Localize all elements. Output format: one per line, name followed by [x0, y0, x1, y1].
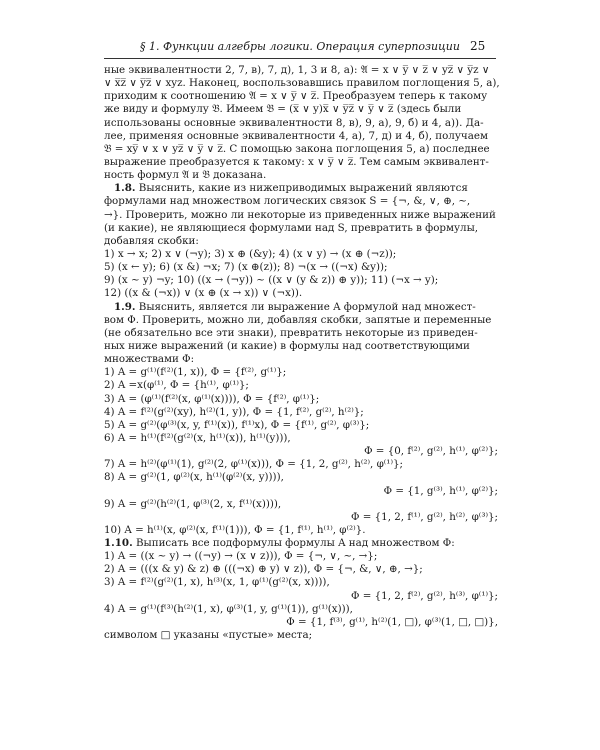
text-line: 10) A = h⁽¹⁾(x, φ⁽²⁾(x, f⁽¹⁾(1))), Φ = {1, f⁽¹⁾, h⁽¹⁾, φ⁽²⁾}.	[104, 523, 366, 536]
text-line: 5) (x ← y); 6) (x &) ¬x; 7) (x ⊕(z)); 8) ¬(x → ((¬x) &y));	[104, 261, 388, 274]
text-line: же виду и формулу 𝔅. Имеем 𝔅 = (x̅ ∨ y)x̅ ∨ y̅z̅ ∨ y̅ ∨ z̅ (здесь были	[104, 103, 462, 116]
page-number: 25	[470, 39, 486, 53]
text-line: использованы основные эквивалентности 8, в), 9, а), 9, б) и 4, а)). Да-	[104, 116, 484, 129]
text-line: добавляя скобки:	[104, 234, 199, 247]
text-line: формулами над множеством логических связок S = {¬, &, ∨, ⊕, ∼,	[104, 195, 471, 208]
text-line: 3) A = (φ⁽¹⁾(f⁽²⁾(x, φ⁽¹⁾(x)))), Φ = {f⁽²⁾, φ⁽¹⁾};	[104, 392, 320, 405]
text-line: 9) A = g⁽²⁾(h⁽²⁾(1, φ⁽³⁾(2, x, f⁽¹⁾(x)))),	[104, 497, 282, 510]
text-line: 1) x → x; 2) x ∨ (¬y); 3) x ⊕ (&y); 4) (x ∨ y) → (x ⊕ (¬z));	[104, 247, 397, 260]
exercise-number: 1.9.	[114, 300, 136, 313]
text-line: ных ниже выражений (и какие) в формулы над соответствующими	[104, 339, 470, 352]
text-line: →}. Проверить, можно ли некоторые из приведенных ниже выражений	[104, 208, 496, 221]
exercise-number: 1.8.	[114, 182, 136, 195]
text-line: 1.8. Выяснить, какие из нижеприводимых выражений являются	[114, 182, 468, 195]
text-line: Φ = {0, f⁽²⁾, g⁽²⁾, h⁽¹⁾, φ⁽²⁾};	[364, 445, 498, 458]
running-head: § 1. Функции алгебры логики. Операция суперпозиции	[140, 40, 460, 53]
text-line: вом Φ. Проверить, можно ли, добавляя скобки, запятые и переменные	[104, 313, 492, 326]
text-line: символом □ указаны «пустые» места;	[104, 629, 313, 642]
text-line: Φ = {1, 2, f⁽²⁾, g⁽²⁾, h⁽³⁾, φ⁽¹⁾};	[350, 589, 498, 602]
text-line: 4) A = g⁽¹⁾(f⁽³⁾(h⁽²⁾(1, x), φ⁽³⁾(1, y, g⁽¹⁾(1)), g⁽¹⁾(x))),	[104, 602, 353, 615]
page-body	[104, 64, 498, 642]
text-line: 4) A = f⁽²⁾(g⁽²⁾(xy), h⁽²⁾(1, y)), Φ = {1, f⁽²⁾, g⁽²⁾, h⁽²⁾};	[104, 405, 364, 418]
text-line: ность формул 𝔄 и 𝔅 доказана.	[104, 169, 267, 182]
text-line: 1.10. Выписать все подформулы формулы A над множеством Φ:	[104, 537, 455, 550]
text-line: 3) A = f⁽²⁾(g⁽²⁾(1, x), h⁽³⁾(x, 1, φ⁽¹⁾(g⁽²⁾(x, x)))),	[104, 576, 330, 589]
text-line: 5) A = g⁽²⁾(φ⁽³⁾(x, y, f⁽¹⁾(x)), f⁽¹⁾x), Φ = {f⁽¹⁾, g⁽²⁾, φ⁽³⁾};	[104, 418, 370, 431]
text-line: 2) A =x(φ⁽¹⁾, Φ = {h⁽¹⁾, φ⁽¹⁾};	[104, 379, 249, 392]
header-rule	[104, 58, 496, 59]
text-line: 1) A = g⁽¹⁾(f⁽²⁾(1, x)), Φ = {f⁽²⁾, g⁽¹⁾};	[104, 366, 287, 379]
text-line: ∨ x̅z̅ ∨ y̅z̅ ∨ xyz. Наконец, воспользовавшись правилом поглощения 5, а),	[104, 77, 500, 90]
text-line: 12) ((x & (¬x)) ∨ (x ⊕ (x → x)) ∨ (¬x)).	[104, 287, 303, 300]
text-line: лее, применяя основные эквивалентности 4, а), 7, д) и 4, б), получаем	[104, 129, 488, 142]
text-line: Φ = {1, f⁽³⁾, g⁽¹⁾, h⁽²⁾(1, □), φ⁽³⁾(1, □, □)},	[286, 615, 498, 628]
text-line: 6) A = h⁽¹⁾(f⁽²⁾(g⁽²⁾(x, h⁽¹⁾(x)), h⁽¹⁾(y))),	[104, 431, 291, 444]
text-line: 1) A = ((x ∼ y) → ((¬y) → (x ∨ z))), Φ = {¬, ∨, ∼, →};	[104, 550, 378, 563]
text-line: (и какие), не являющиеся формулами над S, превратить в формулы,	[104, 221, 479, 234]
text-line: 8) A = g⁽²⁾(1, φ⁽²⁾(x, h⁽¹⁾(φ⁽²⁾(x, y)))),	[104, 471, 284, 484]
text-line: (не обязательно все эти знаки), превратить некоторые из приведен-	[104, 326, 478, 339]
text-line: множествами Φ:	[104, 353, 195, 366]
exercise-number: 1.10.	[104, 537, 133, 550]
text-line: выражение преобразуется к такому: x ∨ y̅ ∨ z̅. Тем самым эквивалент-	[104, 155, 489, 168]
text-line: 9) (x ∼ y) ¬y; 10) ((x → (¬y)) ∼ ((x ∨ (y & z)) ⊕ y)); 11) (¬x → y);	[104, 274, 439, 287]
text-line: Φ = {1, g⁽³⁾, h⁽¹⁾, φ⁽²⁾};	[383, 484, 498, 497]
text-line: 2) A = (((x & y) & z) ⊕ (((¬x) ⊕ y) ∨ z)), Φ = {¬, &, ∨, ⊕, →};	[104, 563, 423, 576]
text-line: Φ = {1, 2, f⁽¹⁾, g⁽²⁾, h⁽²⁾, φ⁽³⁾};	[350, 510, 498, 523]
text-line: приходим к соотношению 𝔄 = x ∨ y̅ ∨ z̅. Преобразуем теперь к такому	[104, 90, 488, 103]
text-line: ные эквивалентности 2, 7, в), 7, д), 1, 3 и 8, а): 𝔄 = x ∨ y̅ ∨ z̅ ∨ yz̅ ∨ y̅z ∨	[104, 64, 490, 76]
text-line: 1.9. Выяснить, является ли выражение A формулой над множест-	[114, 300, 476, 313]
text-line: 7) A = h⁽²⁾(φ⁽¹⁾(1), g⁽²⁾(2, φ⁽¹⁾(x))), Φ = {1, 2, g⁽²⁾, h⁽²⁾, φ⁽¹⁾};	[104, 458, 403, 471]
text-line: 𝔅 = xy̅ ∨ x ∨ yz̅ ∨ y̅ ∨ z̅. С помощью закона поглощения 5, а) последнее	[104, 142, 490, 155]
